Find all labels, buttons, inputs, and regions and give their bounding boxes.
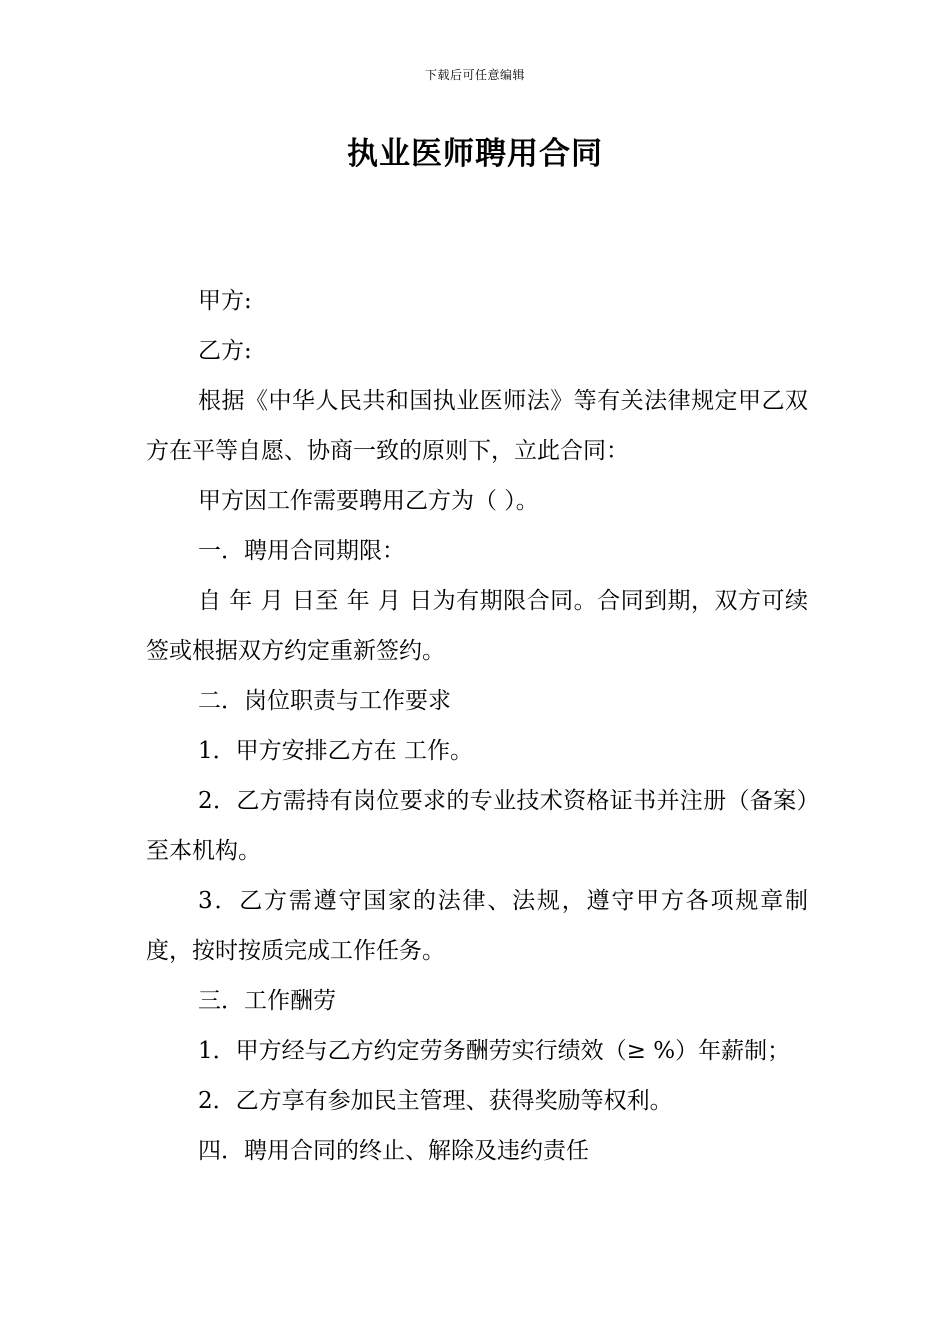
section-heading-term: 一．聘用合同期限： [198, 538, 405, 564]
document-title: 执业医师聘用合同 [347, 136, 603, 172]
contract-body [146, 276, 808, 1176]
page-header-note: 下载后可任意编辑 [424, 68, 525, 82]
duty-item-3: 3．乙方需遵守国家的法律、法规，遵守甲方各项规章制度，按时按质完成工作任务。 [146, 888, 808, 964]
section-heading-compensation: 三．工作酬劳 [198, 988, 336, 1014]
section-heading-termination: 四．聘用合同的终止、解除及违约责任 [198, 1138, 589, 1164]
party-b-line: 乙方: [198, 338, 252, 364]
preamble-paragraph: 根据《中华人民共和国执业医师法》等有关法律规定甲乙双方在平等自愿、协商一致的原则下，立此合同： [146, 388, 808, 464]
duty-item-1: 1．甲方安排乙方在 工作。 [198, 738, 473, 764]
compensation-item-2: 2．乙方享有参加民主管理、获得奖励等权利。 [198, 1088, 673, 1114]
party-a-line: 甲方: [198, 288, 252, 314]
position-paragraph: 甲方因工作需要聘用乙方为（ ）。 [198, 488, 539, 514]
compensation-item-1: 1．甲方经与乙方约定劳务酬劳实行绩效（≥ %）年薪制； [198, 1038, 791, 1064]
duty-item-2: 2．乙方需持有岗位要求的专业技术资格证书并注册（备案）至本机构。 [146, 788, 808, 864]
section-heading-duties: 二．岗位职责与工作要求 [198, 688, 451, 714]
term-paragraph: 自 年 月 日至 年 月 日为有期限合同。合同到期，双方可续签或根据双方约定重新签约。 [146, 588, 808, 664]
